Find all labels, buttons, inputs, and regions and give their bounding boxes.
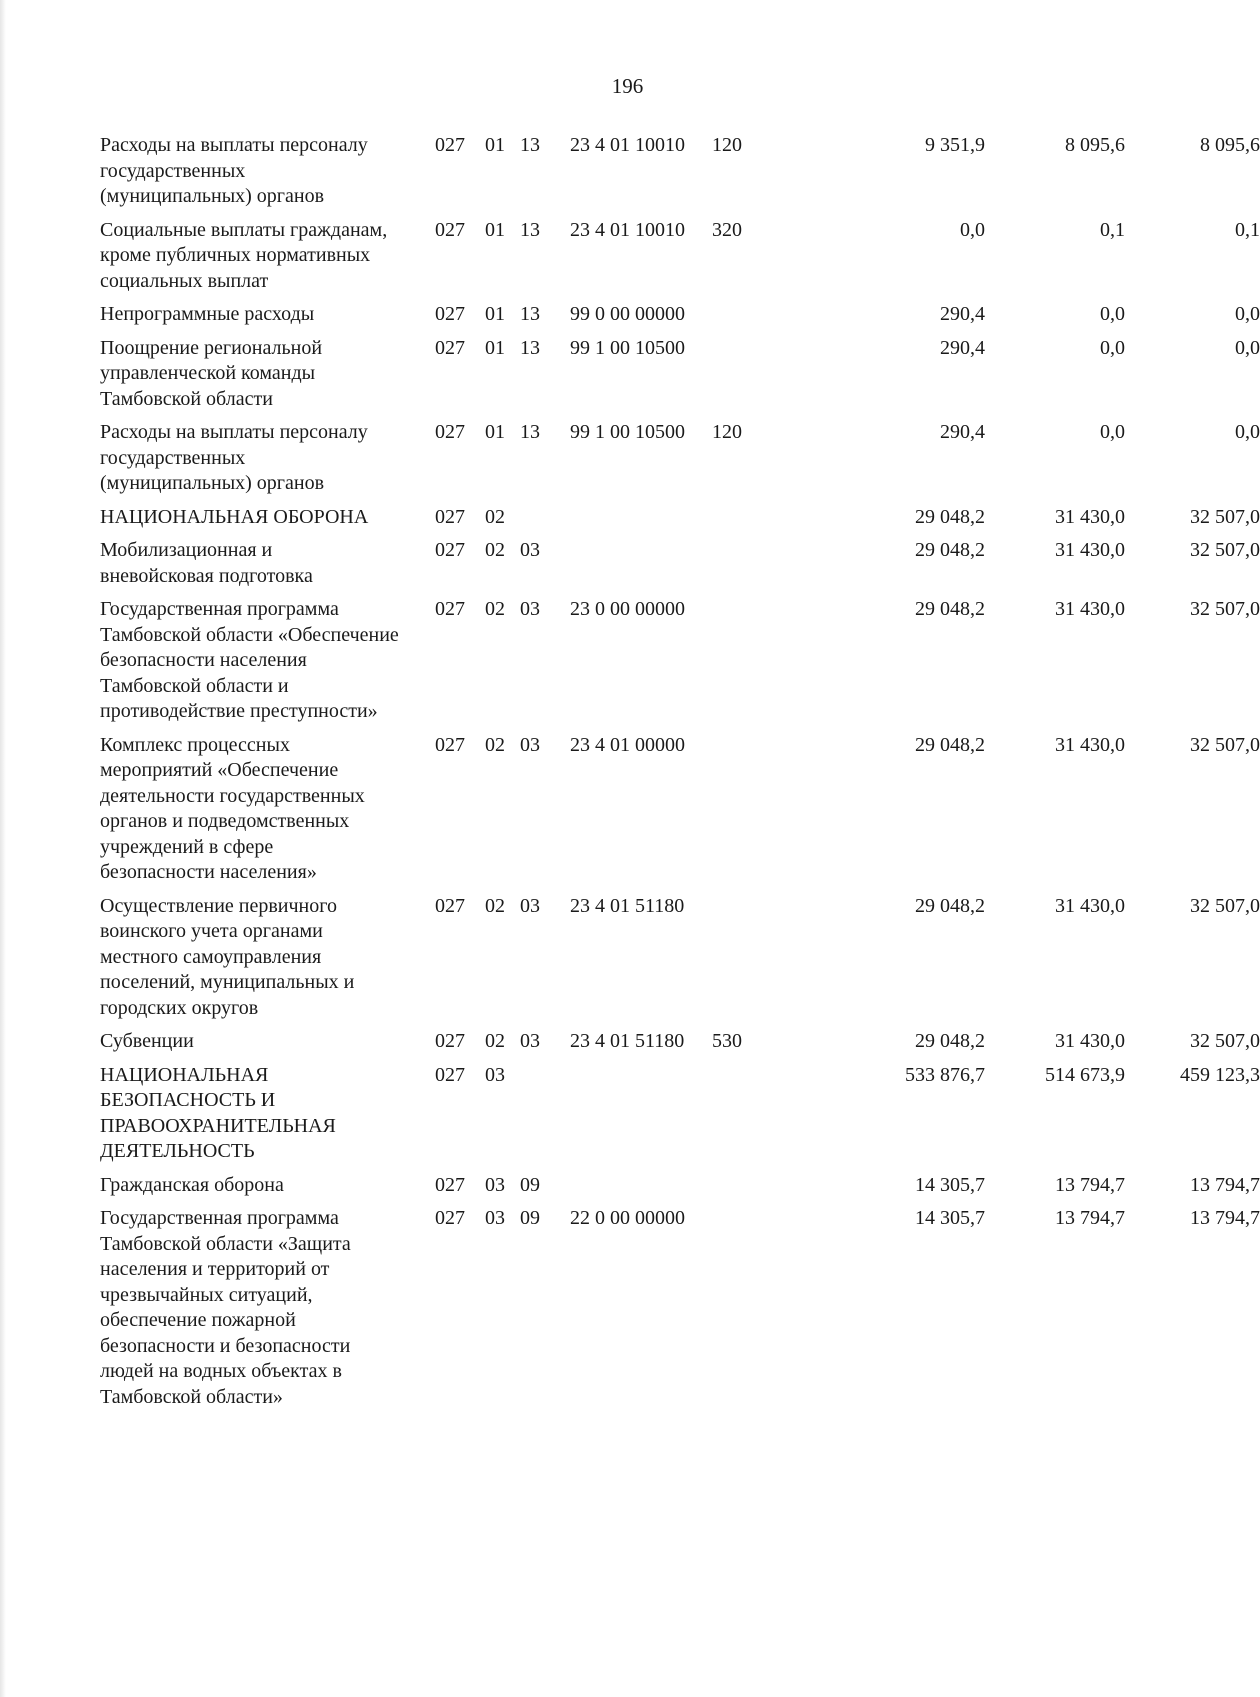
page-number: 196 [611, 74, 644, 98]
row-code-rz: 02 [485, 598, 505, 620]
row-code-gr: 027 [435, 134, 465, 156]
row-value-3: 0,1 [1235, 218, 1260, 241]
table-row [100, 538, 1260, 589]
table-row [100, 1173, 1260, 1199]
table-row [100, 302, 1260, 328]
row-code-gr: 027 [435, 598, 465, 620]
row-value-3: 13 794,7 [1190, 1207, 1260, 1229]
row-code-cs: 23 4 01 51180 [570, 1030, 685, 1052]
row-code-pr: 09 [520, 1173, 540, 1196]
row-value-3: 32 507,0 [1190, 505, 1260, 528]
row-name: Непрограммные расходы [100, 303, 315, 325]
row-value-1: 290,4 [940, 421, 985, 443]
row-code-pr: 13 [520, 421, 540, 443]
row-value-2: 31 430,0 [1055, 894, 1125, 917]
row-code-vr: 320 [712, 218, 742, 241]
row-name: Гражданская оборона [100, 1173, 284, 1196]
row-code-rz: 01 [485, 218, 505, 241]
row-code-pr: 09 [520, 1207, 540, 1229]
row-name: Государственная программа Тамбовской области «Защита населения и территорий от чрезвычайных ситуаций, обеспечение пожарной безопасности и безопасности людей на водных объектах в Тамбовской области» [100, 1207, 351, 1408]
row-code-gr: 027 [435, 539, 465, 561]
row-value-2: 13 794,7 [1055, 1207, 1125, 1229]
row-code-cs: 99 1 00 10500 [570, 421, 685, 443]
table-row [100, 1063, 1260, 1165]
row-name: Государственная программа Тамбовской области «Обеспечение безопасности населения Тамбовской области и противодействие преступности» [100, 598, 399, 722]
row-code-rz: 01 [485, 303, 505, 325]
row-value-3: 32 507,0 [1190, 733, 1260, 756]
row-value-3: 32 507,0 [1190, 598, 1260, 620]
row-value-1: 29 048,2 [915, 894, 985, 917]
row-value-1: 29 048,2 [915, 505, 985, 528]
row-code-cs: 99 0 00 00000 [570, 303, 685, 325]
table-row [100, 505, 1260, 531]
row-name: НАЦИОНАЛЬНАЯ БЕЗОПАСНОСТЬ И ПРАВООХРАНИТЕЛЬНАЯ ДЕЯТЕЛЬНОСТЬ [100, 1063, 336, 1162]
row-code-cs: 99 1 00 10500 [570, 336, 685, 359]
row-code-rz: 02 [485, 733, 505, 756]
row-value-2: 514 673,9 [1045, 1063, 1125, 1086]
row-code-gr: 027 [435, 336, 465, 359]
table-row [100, 218, 1260, 295]
row-value-2: 0,1 [1100, 218, 1125, 241]
row-value-3: 13 794,7 [1190, 1173, 1260, 1196]
row-value-2: 31 430,0 [1055, 505, 1125, 528]
row-code-cs: 23 4 01 00000 [570, 733, 685, 756]
row-code-rz: 02 [485, 505, 505, 528]
budget-table [100, 133, 1260, 1418]
row-code-rz: 03 [485, 1207, 505, 1229]
row-code-cs: 23 4 01 10010 [570, 218, 685, 241]
row-name: Расходы на выплаты персоналу государственных (муниципальных) органов [100, 134, 368, 207]
row-code-gr: 027 [435, 733, 465, 756]
row-value-3: 32 507,0 [1190, 539, 1260, 561]
row-value-2: 31 430,0 [1055, 1030, 1125, 1052]
row-value-3: 0,0 [1235, 303, 1260, 325]
table-row [100, 133, 1260, 210]
row-code-cs: 23 4 01 10010 [570, 134, 685, 156]
row-code-vr: 120 [712, 134, 742, 156]
row-code-rz: 02 [485, 1030, 505, 1052]
row-code-pr: 03 [520, 539, 540, 561]
row-value-3: 8 095,6 [1200, 134, 1260, 156]
row-value-3: 32 507,0 [1190, 894, 1260, 917]
table-row [100, 420, 1260, 497]
row-code-rz: 03 [485, 1173, 505, 1196]
row-value-3: 32 507,0 [1190, 1030, 1260, 1052]
row-name: Мобилизационная и вневойсковая подготовка [100, 539, 313, 587]
row-value-3: 459 123,3 [1180, 1063, 1260, 1086]
row-value-1: 290,4 [940, 303, 985, 325]
row-code-pr: 13 [520, 134, 540, 156]
row-code-rz: 03 [485, 1063, 505, 1086]
row-name: Осуществление первичного воинского учета органами местного самоуправления поселений, муниципальных и городских округов [100, 894, 355, 1019]
row-name: Расходы на выплаты персоналу государственных (муниципальных) органов [100, 421, 368, 494]
row-value-1: 29 048,2 [915, 598, 985, 620]
row-value-2: 8 095,6 [1065, 134, 1125, 156]
table-row [100, 336, 1260, 413]
row-value-2: 31 430,0 [1055, 733, 1125, 756]
row-value-1: 29 048,2 [915, 733, 985, 756]
table-row [100, 1029, 1260, 1055]
row-code-pr: 03 [520, 1030, 540, 1052]
row-code-gr: 027 [435, 505, 465, 528]
row-code-gr: 027 [435, 894, 465, 917]
row-code-gr: 027 [435, 1207, 465, 1229]
row-code-vr: 120 [712, 421, 742, 443]
table-row [100, 894, 1260, 1022]
table-row [100, 733, 1260, 886]
row-code-gr: 027 [435, 218, 465, 241]
row-name: Субвенции [100, 1030, 194, 1052]
row-code-rz: 01 [485, 336, 505, 359]
row-value-1: 0,0 [960, 218, 985, 241]
row-value-1: 290,4 [940, 336, 985, 359]
row-value-1: 14 305,7 [915, 1173, 985, 1196]
row-value-3: 0,0 [1235, 421, 1260, 443]
row-code-rz: 01 [485, 421, 505, 443]
row-value-1: 29 048,2 [915, 539, 985, 561]
row-code-pr: 03 [520, 598, 540, 620]
row-code-gr: 027 [435, 1063, 465, 1086]
row-value-2: 13 794,7 [1055, 1173, 1125, 1196]
row-value-2: 31 430,0 [1055, 598, 1125, 620]
row-code-cs: 23 4 01 51180 [570, 894, 685, 917]
row-name: Поощрение региональной управленческой команды Тамбовской области [100, 336, 323, 410]
row-value-2: 0,0 [1100, 336, 1125, 359]
row-code-pr: 13 [520, 336, 540, 359]
table-row [100, 1206, 1260, 1410]
row-value-1: 29 048,2 [915, 1030, 985, 1052]
row-value-2: 31 430,0 [1055, 539, 1125, 561]
row-name: Комплекс процессных мероприятий «Обеспечение деятельности государственных органов и подведомственных учреждений в сфере безопасности населения» [100, 733, 365, 883]
row-code-pr: 13 [520, 303, 540, 325]
row-value-1: 533 876,7 [905, 1063, 985, 1086]
row-code-pr: 13 [520, 218, 540, 241]
row-name: НАЦИОНАЛЬНАЯ ОБОРОНА [100, 505, 369, 528]
row-code-pr: 03 [520, 894, 540, 917]
row-code-gr: 027 [435, 421, 465, 443]
row-code-rz: 02 [485, 539, 505, 561]
row-value-1: 14 305,7 [915, 1207, 985, 1229]
row-code-gr: 027 [435, 303, 465, 325]
row-code-vr: 530 [712, 1030, 742, 1052]
table-row [100, 597, 1260, 725]
row-code-rz: 02 [485, 894, 505, 917]
row-value-2: 0,0 [1100, 421, 1125, 443]
row-value-1: 9 351,9 [925, 134, 985, 156]
row-code-cs: 22 0 00 00000 [570, 1207, 685, 1229]
row-code-cs: 23 0 00 00000 [570, 598, 685, 620]
row-value-2: 0,0 [1100, 303, 1125, 325]
scan-edge-shadow [0, 0, 6, 1697]
row-name: Социальные выплаты гражданам, кроме публичных нормативных социальных выплат [100, 218, 388, 292]
row-code-gr: 027 [435, 1030, 465, 1052]
row-value-3: 0,0 [1235, 336, 1260, 359]
row-code-gr: 027 [435, 1173, 465, 1196]
row-code-pr: 03 [520, 733, 540, 756]
row-code-rz: 01 [485, 134, 505, 156]
